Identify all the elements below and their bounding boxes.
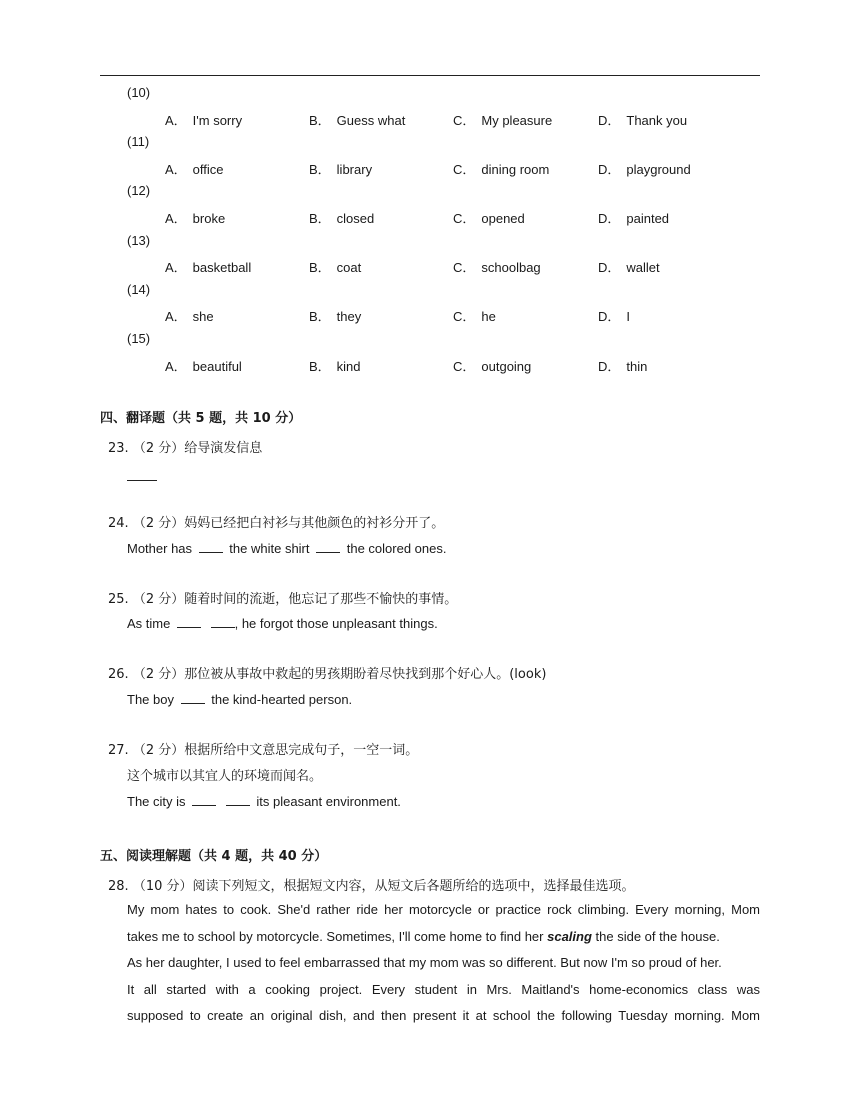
question-23 bbox=[108, 437, 262, 456]
option-letter: B． bbox=[309, 260, 331, 276]
option-c[interactable] bbox=[453, 356, 531, 375]
option-b[interactable] bbox=[309, 257, 361, 276]
option-text: Thank you bbox=[626, 112, 688, 128]
answer-line-25 bbox=[127, 615, 438, 631]
option-text: thin bbox=[626, 358, 648, 374]
option-letter: B． bbox=[309, 112, 331, 128]
option-text: beautiful bbox=[192, 358, 242, 374]
option-text: office bbox=[192, 161, 224, 177]
option-a[interactable] bbox=[165, 257, 251, 276]
option-text: basketball bbox=[192, 260, 252, 276]
answer-text: The city is bbox=[127, 794, 186, 809]
question-number: (11) bbox=[127, 134, 150, 150]
answer-blank[interactable] bbox=[226, 793, 250, 806]
option-letter: A． bbox=[165, 210, 187, 226]
option-text: she bbox=[192, 309, 214, 325]
option-c[interactable] bbox=[453, 208, 525, 227]
answer-text: its pleasant environment. bbox=[256, 794, 401, 809]
option-c[interactable] bbox=[453, 159, 549, 178]
option-c[interactable] bbox=[453, 110, 552, 129]
option-text: painted bbox=[626, 210, 670, 226]
question-number: 26. bbox=[108, 667, 129, 682]
question-prompt: （2 分）给导演发信息 bbox=[132, 441, 263, 456]
question-27 bbox=[108, 739, 418, 758]
option-letter: D． bbox=[598, 210, 621, 226]
question-number: 27. bbox=[108, 743, 129, 758]
passage-line: It all started with a cooking project. Every student in Mrs. Maitland's home-economics class was bbox=[127, 981, 760, 997]
option-letter: A． bbox=[165, 358, 187, 374]
question-number: (10) bbox=[127, 85, 151, 100]
option-d[interactable] bbox=[598, 110, 687, 129]
section-title-reading: 五、阅读理解题（共 4 题，共 40 分） bbox=[100, 849, 328, 864]
passage-text: takes me to school by motorcycle. Sometimes, I'll come home to find her bbox=[127, 928, 548, 944]
question-number: 23. bbox=[108, 441, 129, 456]
passage-text: the side of the house. bbox=[591, 928, 720, 944]
question-26 bbox=[108, 663, 546, 682]
question-prompt: （10 分）阅读下列短文，根据短文内容，从短文后各题所给的选项中，选择最佳选项。 bbox=[132, 879, 635, 894]
option-letter: C． bbox=[453, 161, 476, 177]
option-letter: C． bbox=[453, 210, 476, 226]
question-number: (14) bbox=[127, 281, 151, 297]
option-d[interactable] bbox=[598, 356, 647, 375]
passage-line bbox=[127, 924, 760, 951]
option-text: broke bbox=[192, 210, 226, 226]
answer-blank[interactable] bbox=[211, 615, 235, 628]
passage-line: supposed to create an original dish, and then present it at school the following Tuesday morning. Mom bbox=[127, 1008, 760, 1023]
passage-line: As her daughter, I used to feel embarrassed that my mom was so different. But now I'm so proud of her. bbox=[127, 955, 722, 970]
answer-blank[interactable] bbox=[316, 540, 340, 553]
option-letter: D． bbox=[598, 309, 621, 325]
answer-blank[interactable] bbox=[199, 540, 223, 553]
option-text: closed bbox=[336, 210, 375, 226]
answer-blank[interactable] bbox=[181, 691, 205, 704]
option-letter: A． bbox=[165, 309, 187, 325]
answer-text: the colored ones. bbox=[346, 541, 447, 556]
option-letter: A． bbox=[165, 112, 187, 128]
chinese-sentence: 这个城市以其宜人的环境而闻名。 bbox=[127, 769, 323, 784]
option-text: opened bbox=[481, 210, 525, 226]
option-text: coat bbox=[336, 260, 362, 276]
question-28 bbox=[108, 875, 635, 894]
answer-line-26 bbox=[127, 691, 352, 707]
option-letter: C． bbox=[453, 260, 476, 276]
answer-text: As time bbox=[127, 616, 171, 631]
option-letter: C． bbox=[453, 309, 476, 325]
option-b[interactable] bbox=[309, 356, 361, 375]
passage-line: My mom hates to cook. She'd rather ride her motorcycle or practice rock climbing. Every morning, Mom bbox=[127, 902, 760, 917]
option-c[interactable] bbox=[453, 306, 496, 325]
top-rule bbox=[100, 75, 760, 76]
question-number: (12) bbox=[127, 183, 151, 199]
option-letter: B． bbox=[309, 309, 331, 325]
option-text: schoolbag bbox=[481, 260, 541, 276]
option-letter: D． bbox=[598, 358, 621, 374]
answer-text: , he forgot those unpleasant things. bbox=[234, 616, 438, 631]
answer-text: the kind-hearted person. bbox=[211, 692, 353, 707]
option-d[interactable] bbox=[598, 306, 630, 325]
option-letter: A． bbox=[165, 161, 187, 177]
option-a[interactable] bbox=[165, 159, 224, 178]
option-a[interactable] bbox=[165, 208, 225, 227]
option-letter: C． bbox=[453, 112, 476, 128]
option-letter: D． bbox=[598, 260, 621, 276]
option-text: they bbox=[336, 309, 362, 325]
option-b[interactable] bbox=[309, 159, 372, 178]
option-text: library bbox=[336, 161, 373, 177]
option-letter: C． bbox=[453, 358, 476, 374]
option-d[interactable] bbox=[598, 208, 669, 227]
option-text: My pleasure bbox=[481, 112, 553, 128]
option-letter: B． bbox=[309, 161, 331, 177]
section-title-translation: 四、翻译题（共 5 题，共 10 分） bbox=[100, 411, 302, 426]
option-c[interactable] bbox=[453, 257, 541, 276]
option-a[interactable] bbox=[165, 110, 242, 129]
option-text: I'm sorry bbox=[192, 112, 243, 128]
option-letter: D． bbox=[598, 161, 621, 177]
option-text: kind bbox=[336, 358, 361, 374]
option-text: wallet bbox=[626, 260, 660, 276]
option-text: playground bbox=[626, 161, 691, 177]
option-letter: D． bbox=[598, 112, 621, 128]
option-letter: B． bbox=[309, 358, 331, 374]
passage-emphasis: scaling bbox=[547, 928, 592, 944]
option-d[interactable] bbox=[598, 257, 660, 276]
question-25 bbox=[108, 588, 457, 607]
option-a[interactable] bbox=[165, 356, 242, 375]
question-24 bbox=[108, 512, 444, 531]
option-b[interactable] bbox=[309, 306, 361, 325]
option-text: dining room bbox=[481, 161, 550, 177]
question-number: (13) bbox=[127, 232, 151, 248]
question-number: 25. bbox=[108, 592, 129, 607]
answer-text: the white shirt bbox=[229, 541, 310, 556]
question-prompt: （2 分）根据所给中文意思完成句子，一空一词。 bbox=[132, 743, 419, 758]
answer-blank[interactable] bbox=[127, 466, 157, 481]
option-text: he bbox=[481, 309, 496, 325]
answer-text: The boy bbox=[127, 692, 174, 707]
option-d[interactable] bbox=[598, 159, 691, 178]
question-prompt: （2 分）妈妈已经把白衬衫与其他颜色的衬衫分开了。 bbox=[132, 516, 445, 531]
question-number: 24. bbox=[108, 516, 129, 531]
question-number: (15) bbox=[127, 331, 151, 346]
question-prompt: （2 分）那位被从事故中救起的男孩期盼着尽快找到那个好心人。(look) bbox=[132, 667, 547, 682]
answer-line-24 bbox=[127, 540, 446, 556]
option-b[interactable] bbox=[309, 208, 374, 227]
option-text: I bbox=[626, 309, 631, 325]
option-text: Guess what bbox=[336, 112, 406, 128]
option-letter: A． bbox=[165, 260, 187, 276]
option-text: outgoing bbox=[481, 358, 532, 374]
question-prompt: （2 分）随着时间的流逝，他忘记了那些不愉快的事情。 bbox=[132, 592, 458, 607]
question-number: 28. bbox=[108, 879, 129, 894]
option-a[interactable] bbox=[165, 306, 214, 325]
answer-text: Mother has bbox=[127, 541, 193, 556]
reading-passage bbox=[127, 897, 760, 1030]
option-letter: B． bbox=[309, 210, 331, 226]
answer-blank[interactable] bbox=[192, 793, 216, 806]
answer-line-27 bbox=[127, 793, 401, 809]
answer-blank[interactable] bbox=[177, 615, 201, 628]
option-b[interactable] bbox=[309, 110, 405, 129]
